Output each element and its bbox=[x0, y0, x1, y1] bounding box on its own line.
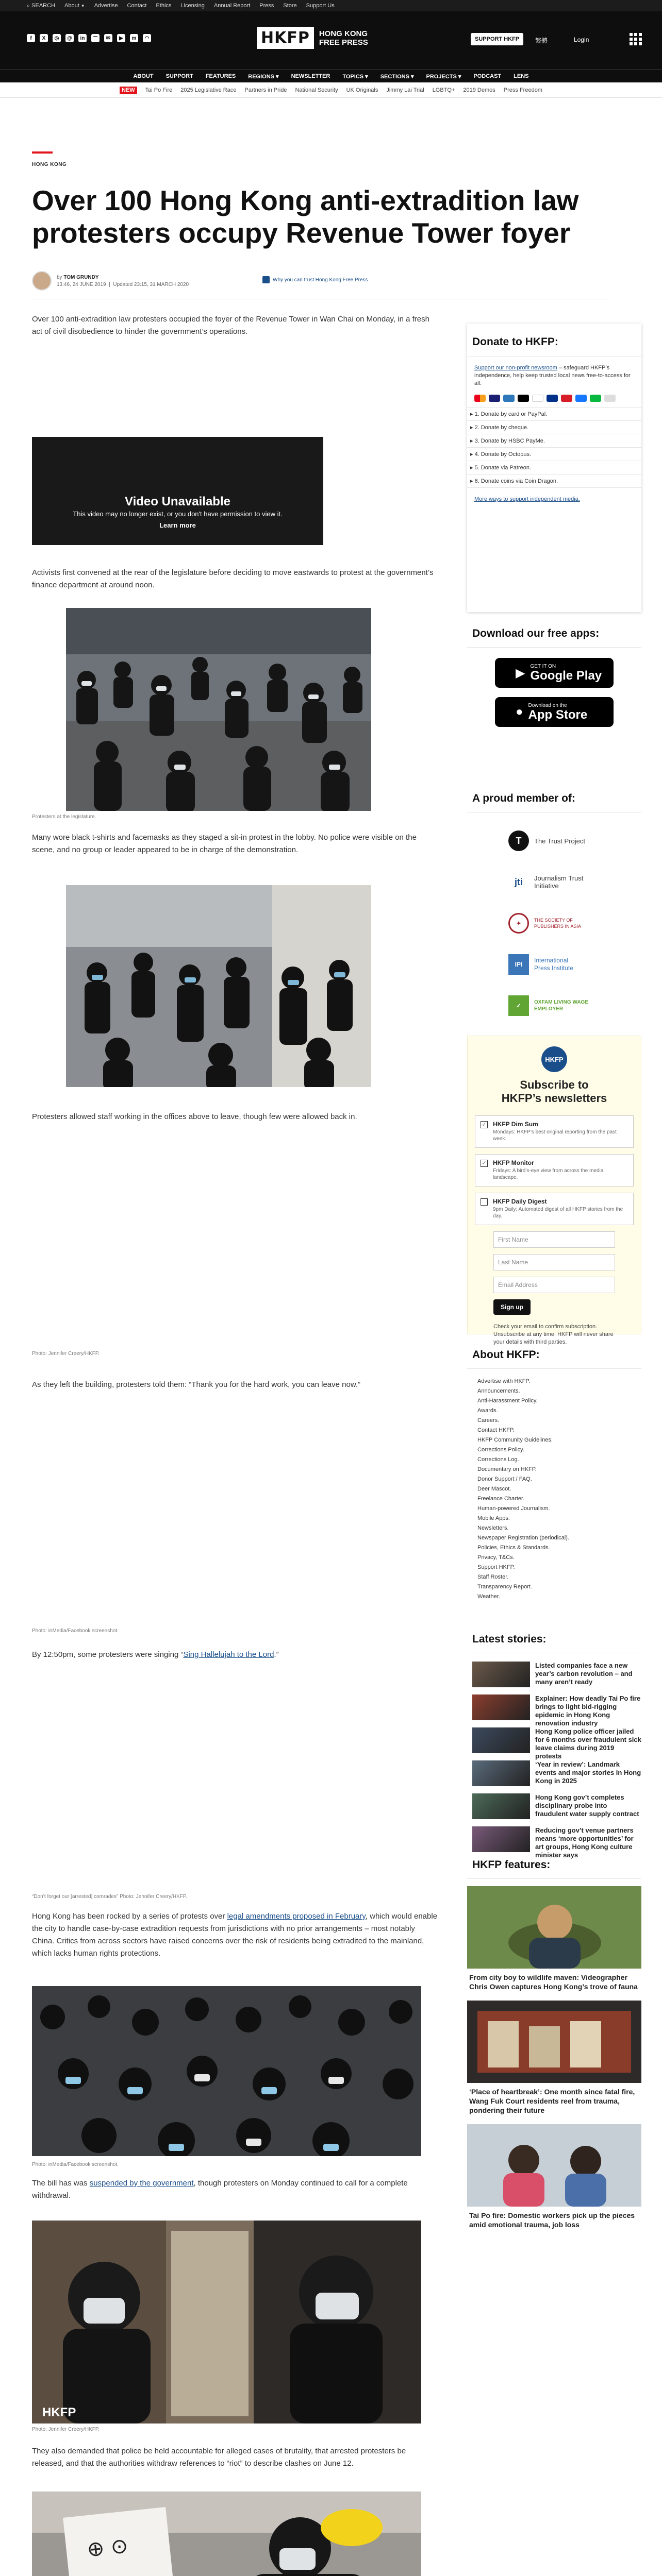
email-input[interactable]: Email Address bbox=[493, 1277, 615, 1293]
apps-title: Download our free apps: bbox=[467, 628, 641, 648]
about-link[interactable]: Privacy, T&Cs. bbox=[477, 1554, 515, 1561]
mastercard-icon bbox=[474, 395, 486, 402]
about-link[interactable]: Announcements. bbox=[477, 1387, 520, 1394]
latest-stories-widget bbox=[467, 1633, 641, 1859]
latest-title: Latest stories: bbox=[467, 1633, 641, 1653]
latest-story-item[interactable] bbox=[472, 1793, 641, 1819]
trust-project-icon: T bbox=[508, 831, 529, 851]
nav-regions[interactable]: REGIONS ▾ bbox=[248, 73, 279, 80]
nav-podcast[interactable]: PODCAST bbox=[473, 73, 502, 79]
mastodon-icon[interactable]: m bbox=[130, 34, 138, 42]
newsletter-option-daily[interactable]: HKFP Daily Digest 9pm Daily: Automated digest of all HKFP stories from the day. bbox=[475, 1193, 634, 1225]
about-link[interactable]: Weather. bbox=[477, 1593, 500, 1600]
chevron-down-icon: ▼ bbox=[80, 3, 85, 8]
payment-icons bbox=[467, 387, 641, 407]
newsletter-title: Subscribe to HKFP’s newsletters bbox=[501, 1078, 607, 1105]
donate-option-patreon[interactable]: ▸ 5. Donate via Patreon. bbox=[467, 461, 641, 474]
trending-item[interactable]: 2019 Demos bbox=[463, 87, 495, 93]
trending-item[interactable]: Partners in Pride bbox=[244, 87, 287, 93]
nav-topics[interactable]: TOPICS ▾ bbox=[342, 73, 368, 80]
member-oxfam[interactable]: ✓ OXFAM LIVING WAGE EMPLOYER bbox=[508, 993, 641, 1019]
hkfp-watermark: HKFP bbox=[42, 2405, 76, 2419]
latest-story-title[interactable]: Hong Kong gov’t completes disciplinary probe into fraudulent water supply contract bbox=[535, 1793, 639, 1818]
threads-icon[interactable]: @ bbox=[65, 34, 74, 42]
top-link-ethics[interactable]: Ethics bbox=[156, 3, 172, 9]
support-newsroom-link[interactable]: Support our non-profit newsroom bbox=[474, 365, 557, 371]
paragraph: The bill has was suspended by the government, though protesters on Monday continued to call for a complete withdrawal. bbox=[32, 2179, 408, 2200]
donate-option-cheque[interactable]: ▸ 2. Donate by cheque. bbox=[467, 421, 641, 434]
photo-caption: “Don’t forget our [arrested] comrades” Photo: Jennifer Creery/HKFP. bbox=[32, 1894, 188, 1900]
paragraph: They also demanded that police be held accountable for alleged cases of brutality, that arrested protesters be released, and that the authorities withdraw references to “riot” to describe clashes on June 12. bbox=[32, 2447, 406, 2468]
paragraph: As they left the building, protesters told them: “Thank you for the hard work, you can leave now.” bbox=[32, 1380, 361, 1389]
oxfam-icon: ✓ bbox=[508, 995, 529, 1016]
top-link-about[interactable]: About ▼ bbox=[64, 3, 85, 9]
protest-crowd-image bbox=[66, 608, 371, 811]
newsletter-logo: HKFP bbox=[541, 1046, 567, 1072]
member-ipi[interactable]: IPI International Press Institute bbox=[508, 952, 641, 977]
language-link[interactable]: 繁體 bbox=[535, 37, 548, 44]
amendments-link[interactable]: legal amendments proposed in February bbox=[227, 1912, 366, 1921]
about-link[interactable]: Careers. bbox=[477, 1417, 500, 1423]
about-link[interactable]: HKFP Community Guidelines. bbox=[477, 1436, 553, 1443]
support-hkfp-button[interactable]: SUPPORT HKFP bbox=[471, 33, 523, 45]
trending-item[interactable]: Jimmy Lai Trial bbox=[386, 87, 424, 93]
apps-widget bbox=[467, 628, 641, 727]
masked-protesters-image bbox=[32, 2221, 421, 2424]
about-link[interactable]: Newsletters. bbox=[477, 1524, 509, 1531]
sopa-icon: ✦ bbox=[508, 913, 529, 934]
nav-features[interactable]: FEATURES bbox=[205, 73, 236, 79]
app-store-button[interactable]: ● Download on the App Store bbox=[495, 697, 614, 727]
linkedin-icon[interactable]: in bbox=[78, 34, 87, 42]
nav-about[interactable]: ABOUT bbox=[133, 73, 154, 79]
publish-date: 13:46, 24 JUNE 2019 bbox=[57, 281, 106, 287]
protest-sitin-image bbox=[66, 885, 371, 1087]
donate-option-payme[interactable]: ▸ 3. Donate by HSBC PayMe. bbox=[467, 434, 641, 448]
amex-icon bbox=[503, 395, 515, 402]
nav-newsletter[interactable]: NEWSLETTER bbox=[291, 73, 330, 79]
first-name-input[interactable]: First Name bbox=[493, 1231, 615, 1248]
member-jti[interactable]: jti Journalism Trust Initiative bbox=[508, 869, 641, 895]
top-link-press[interactable]: Press bbox=[259, 3, 274, 9]
latest-story-thumbnail[interactable] bbox=[472, 1760, 530, 1786]
newsletter-option-monitor[interactable]: ✓ HKFP Monitor Fridays: A bird’s-eye view from across the media landscape. bbox=[475, 1154, 634, 1187]
email-icon[interactable]: ✉ bbox=[104, 34, 112, 42]
trending-bar bbox=[0, 82, 662, 98]
about-link[interactable]: Policies, Ethics & Standards. bbox=[477, 1544, 550, 1551]
newsletter-option-dim-sum[interactable]: ✓ HKFP Dim Sum Mondays: HKFP’s best original reporting from the past week. bbox=[475, 1115, 634, 1148]
visa-icon bbox=[489, 395, 500, 402]
about-link[interactable]: Anti-Harassment Policy. bbox=[477, 1397, 538, 1404]
about-title: About HKFP: bbox=[467, 1349, 641, 1369]
membership-widget bbox=[467, 792, 641, 1019]
top-link-contact[interactable]: Contact bbox=[127, 3, 147, 9]
search-icon: ⌕ bbox=[27, 2, 30, 9]
new-badge: NEW bbox=[120, 87, 137, 94]
latest-story-title[interactable]: Reducing gov’t venue partners means ‘more opportunities’ for art groups, Hong Kong culture minister says bbox=[535, 1826, 634, 1859]
paragraph: By 12:50pm, some protesters were singing “Sing Hallelujah to the Lord.” bbox=[32, 1650, 279, 1659]
about-link[interactable]: Donor Support / FAQ. bbox=[477, 1476, 532, 1482]
section-accent-line bbox=[32, 151, 53, 154]
cheque-icon bbox=[604, 395, 616, 402]
more-ways-link[interactable]: More ways to support independent media. bbox=[474, 496, 580, 502]
features-widget bbox=[467, 1859, 641, 2239]
protest-sign-image bbox=[32, 2492, 421, 2576]
trust-icon bbox=[262, 276, 270, 283]
donate-title: Donate to HKFP: bbox=[467, 324, 641, 357]
feature-item[interactable]: From city boy to wildlife maven: Videographer Chris Owen captures Hong Kong’s trove of fauna bbox=[467, 1886, 641, 1991]
alipay-icon bbox=[575, 395, 587, 402]
trending-item[interactable]: National Security bbox=[295, 87, 338, 93]
masthead bbox=[0, 11, 662, 69]
nav-sections[interactable]: SECTIONS ▾ bbox=[380, 73, 414, 80]
newsletter-note: Check your email to confirm subscription. Unsubscribe at any time. HKFP will never share your details with third parties. bbox=[493, 1324, 614, 1345]
latest-story-item[interactable] bbox=[472, 1727, 641, 1760]
features-title: HKFP features: bbox=[467, 1859, 641, 1879]
google-play-icon: ▶ bbox=[516, 666, 525, 680]
top-link-support[interactable]: Support Us bbox=[306, 3, 335, 9]
photo-caption: Protesters at the legislature. bbox=[32, 814, 96, 820]
site-logo[interactable]: HKFP HONG KONG FREE PRESS bbox=[257, 27, 368, 49]
photo-caption: Photo: inMedia/Facebook screenshot. bbox=[32, 2162, 119, 2167]
photo-caption: Photo: Jennifer Creery/HKFP. bbox=[32, 2427, 100, 2432]
svg-text:⊕ ⊙: ⊕ ⊙ bbox=[86, 2534, 129, 2562]
trending-item[interactable]: 2025 Legislative Race bbox=[180, 87, 237, 93]
latest-story-thumbnail[interactable] bbox=[472, 1662, 530, 1687]
trust-link[interactable]: Why you can trust Hong Kong Free Press bbox=[262, 276, 368, 283]
member-title: A proud member of: bbox=[467, 792, 641, 812]
googlepay-icon bbox=[532, 395, 543, 402]
article-photo[interactable] bbox=[32, 2221, 421, 2424]
about-link[interactable]: Support HKFP. bbox=[477, 1564, 515, 1570]
about-link[interactable]: Deer Mascot. bbox=[477, 1485, 511, 1492]
newsletter-widget bbox=[467, 1036, 641, 1345]
top-link-advertise[interactable]: Advertise bbox=[94, 3, 118, 9]
about-link[interactable]: Mobile Apps. bbox=[477, 1515, 510, 1521]
login-link[interactable]: Login bbox=[574, 36, 589, 43]
protest-crowd-masks-image bbox=[32, 1986, 421, 2156]
about-link[interactable]: Human-powered Journalism. bbox=[477, 1505, 550, 1512]
paragraph: Protesters allowed staff working in the offices above to leave, though few were allowed back in. bbox=[32, 1112, 357, 1121]
applepay-icon bbox=[518, 395, 529, 402]
donate-option-card[interactable]: ▸ 1. Donate by card or PayPal. bbox=[467, 408, 641, 421]
paragraph: Activists first convened at the rear of the legislature before deciding to move eastwards to protest at the government’s finance department at around noon. bbox=[32, 568, 434, 589]
donate-option-octopus[interactable]: ▸ 4. Donate by Octopus. bbox=[467, 448, 641, 461]
author-name[interactable]: TOM GRUNDY bbox=[63, 274, 99, 280]
latest-story-thumbnail[interactable] bbox=[472, 1793, 530, 1819]
member-sopa[interactable]: ✦ THE SOCIETY OF PUBLISHERS IN ASIA bbox=[508, 910, 641, 936]
checkbox-checked-icon[interactable]: ✓ bbox=[481, 1160, 488, 1167]
top-bar bbox=[0, 0, 662, 11]
member-trust-project[interactable]: T The Trust Project bbox=[508, 828, 641, 854]
photo-caption: Photo: inMedia/Facebook screenshot. bbox=[32, 1628, 119, 1634]
signup-button[interactable]: Sign up bbox=[493, 1299, 531, 1315]
article-photo[interactable] bbox=[32, 1986, 421, 2156]
latest-story-title[interactable]: ‘Year in review’: Landmark events and major stories in Hong Kong in 2025 bbox=[535, 1760, 641, 1785]
latest-story-item[interactable] bbox=[472, 1826, 641, 1859]
trending-item[interactable]: Tai Po Fire bbox=[145, 87, 173, 93]
article-photo[interactable] bbox=[32, 2492, 421, 2576]
trending-item[interactable]: UK Originals bbox=[346, 87, 378, 93]
video-embed[interactable]: Video Unavailable This video may no longer exist, or you don't have permission to view it. Learn more bbox=[32, 437, 323, 545]
latest-story-item[interactable] bbox=[472, 1662, 641, 1687]
about-link[interactable]: Staff Roster. bbox=[477, 1573, 509, 1580]
x-icon[interactable]: X bbox=[40, 34, 48, 42]
donate-option-coins[interactable]: ▸ 6. Donate coins via Coin Dragon. bbox=[467, 474, 641, 488]
fire-memorial-photo bbox=[467, 2001, 641, 2083]
latest-story-item[interactable] bbox=[472, 1694, 641, 1727]
updated-date: Updated 23:15, 31 MARCH 2020 bbox=[113, 281, 189, 287]
checkbox-icon[interactable] bbox=[481, 1198, 488, 1206]
apple-icon: ● bbox=[516, 705, 523, 719]
last-name-input[interactable]: Last Name bbox=[493, 1254, 615, 1270]
apps-grid-icon[interactable] bbox=[630, 33, 642, 45]
top-link-annual-report[interactable]: Annual Report bbox=[213, 3, 251, 9]
author-avatar[interactable] bbox=[32, 271, 52, 291]
suspended-link[interactable]: suspended by the government bbox=[89, 2179, 194, 2188]
nav-support[interactable]: SUPPORT bbox=[166, 73, 193, 79]
nav-lens[interactable]: LENS bbox=[514, 73, 529, 79]
search-button[interactable]: ⌕ SEARCH bbox=[27, 2, 56, 9]
paragraph: Many wore black t-shirts and facemasks as they staged a sit-in protest in the lobby. No police were visible on the scene, and no group or leader appeared to be in charge of the demonstration. bbox=[32, 833, 417, 854]
social-links bbox=[27, 34, 151, 42]
paragraph: Hong Kong has been rocked by a series of protests over legal amendments proposed in February, which would enable the city to handle case-by-case extradition requests from jurisdictions with no prior arrangements – most notably China. Critics from across sectors have raised concerns over the risk of residents being extradited to the mainland, which lacks human rights protections. bbox=[32, 1912, 438, 1958]
youtube-icon[interactable]: ▶ bbox=[117, 34, 125, 42]
latest-story-title[interactable]: Hong Kong police officer jailed for 6 months over fraudulent sick leave claims during 2019 protests bbox=[535, 1727, 641, 1760]
about-link[interactable]: Corrections Policy. bbox=[477, 1446, 524, 1453]
donate-widget: Donate to HKFP: Support our non-profit newsroom – safeguard HKFP’s independence, help keep trusted local news free-to-access for all. ▸ 1. Donate by card or PayPal. ▸ 2. Donate by cheque. ▸ 3. Donate by HSBC PayMe. ▸ 4. Donate by Octopus. ▸ 5. Donate via Patreon. ▸ 6. Donate coins via Coin Dragon. More ways to support independent media. bbox=[467, 324, 641, 612]
about-link[interactable]: Newspaper Registration (periodical). bbox=[477, 1534, 569, 1541]
hallelujah-link[interactable]: Sing Hallelujah to the Lord bbox=[183, 1650, 274, 1659]
nav-projects[interactable]: PROJECTS ▾ bbox=[426, 73, 461, 80]
bluesky-icon[interactable]: ⌒ bbox=[91, 34, 100, 42]
wechat-icon bbox=[590, 395, 601, 402]
feature-item[interactable]: ‘Place of heartbreak’: One month since fatal fire, Wang Fuk Court residents reel from trauma, pondering their future bbox=[467, 2001, 641, 2115]
feature-item[interactable]: Tai Po fire: Domestic workers pick up the pieces amid emotional trauma, job loss bbox=[467, 2124, 641, 2229]
article-photo[interactable] bbox=[66, 608, 371, 811]
trending-item[interactable]: LGBTQ+ bbox=[432, 87, 455, 93]
trending-item[interactable]: Press Freedom bbox=[503, 87, 542, 93]
article-category[interactable]: HONG KONG bbox=[32, 162, 67, 167]
instagram-icon[interactable]: ◎ bbox=[53, 34, 61, 42]
latest-story-item[interactable] bbox=[472, 1760, 641, 1786]
byline: by TOM GRUNDY 13:46, 24 JUNE 2019 | Updated 23:15, 31 MARCH 2020 bbox=[32, 271, 189, 291]
unionpay-icon bbox=[561, 395, 572, 402]
main-nav bbox=[0, 69, 662, 82]
about-link[interactable]: Transparency Report. bbox=[477, 1583, 532, 1590]
google-play-button[interactable]: ▶ GET IT ON Google Play bbox=[495, 658, 614, 688]
ipi-icon: IPI bbox=[508, 954, 529, 975]
about-link[interactable]: Advertise with HKFP. bbox=[477, 1378, 531, 1384]
about-link[interactable]: Contact HKFP. bbox=[477, 1427, 515, 1433]
checkbox-checked-icon[interactable]: ✓ bbox=[481, 1121, 488, 1128]
learn-more-link[interactable]: Learn more bbox=[159, 521, 196, 529]
about-link[interactable]: Corrections Log. bbox=[477, 1456, 519, 1463]
latest-story-thumbnail[interactable] bbox=[472, 1694, 530, 1720]
domestic-workers-photo bbox=[467, 2124, 641, 2207]
paragraph: Over 100 anti-extradition law protesters occupied the foyer of the Revenue Tower in Wan Chai on Monday, in a fresh act of civil disobedience to hinder the government’s operations. bbox=[32, 315, 429, 336]
facebook-icon[interactable]: f bbox=[27, 34, 35, 42]
about-link[interactable]: Awards. bbox=[477, 1407, 498, 1414]
top-link-store[interactable]: Store bbox=[283, 3, 297, 9]
photo-caption: Photo: Jennifer Creery/HKFP. bbox=[32, 1351, 100, 1357]
latest-story-title[interactable]: Listed companies face a new year’s carbon revolution – and many aren’t ready bbox=[535, 1662, 633, 1686]
top-link-licensing[interactable]: Licensing bbox=[180, 3, 205, 9]
latest-story-thumbnail[interactable] bbox=[472, 1727, 530, 1753]
latest-story-title[interactable]: Explainer: How deadly Tai Po fire brings to light bid-rigging epidemic in Hong Kong renovation industry bbox=[535, 1694, 641, 1727]
jti-icon: jti bbox=[515, 876, 523, 887]
latest-story-thumbnail[interactable] bbox=[472, 1826, 530, 1852]
about-link[interactable]: Freelance Charter. bbox=[477, 1495, 525, 1502]
article-title: Over 100 Hong Kong anti-extradition law protesters occupy Revenue Tower foyer bbox=[32, 184, 579, 249]
wildlife-photo bbox=[467, 1886, 641, 1969]
about-link[interactable]: Documentary on HKFP. bbox=[477, 1466, 537, 1472]
about-widget bbox=[467, 1349, 641, 1601]
paypal-icon bbox=[547, 395, 558, 402]
article-photo[interactable] bbox=[66, 885, 371, 1087]
rss-icon[interactable]: ◠ bbox=[143, 34, 151, 42]
